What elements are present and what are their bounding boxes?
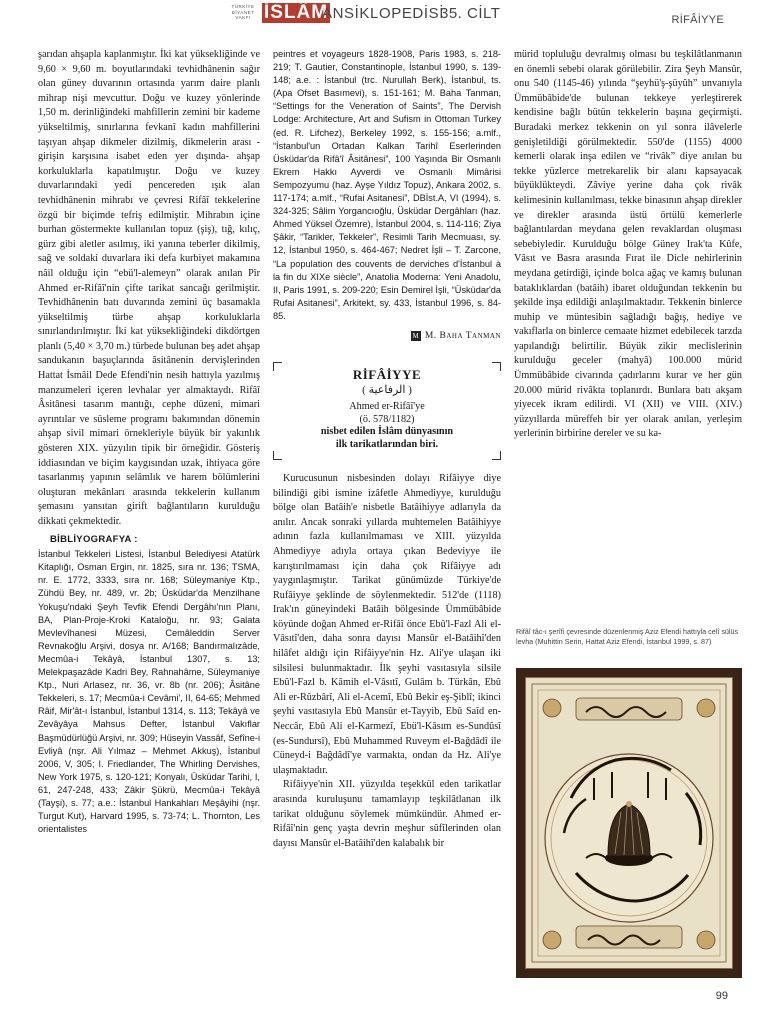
entry-definition: nisbet edilen İslâm dünyasının xyxy=(320,426,454,438)
bibliography-heading: BİBLİYOGRAFYA : xyxy=(50,533,138,545)
body-paragraph: Kurucusunun nisbesinden dolayı Rifâiyye diye bilindiği gibi ismine izâfetle Ahmediyye, kurulduğu bölge olan Batâih'e nisbetle Batâihiyye adlarıyla da anılır. Ancak sonraki yıllarda muhtemelen Batâihiyye adının fazla kullanılmaması ve XIII. yüzyılda Ahmediyye adıyla ortaya çıkan Bedeviyye ile karıştırılmaması için daha çok Rifâiyye adı yaygınlaşmıştır. Tarikat günümüzde Türkiye'de Rufâiyye şeklinde de söylenmektedir. 512'de (1118) Irak'ın güneyindeki Batâih bölgesinde Ümmübâbide köyünde doğan Ahmed er-Rifâî önce Ebû'l-Fazl Ali el-Vâsıtî'den, daha sonra dayısı Mansûr el-Batâihî'den hilâfet aldığı için Rifâiyye'nin Hz. Ali'ye ulaşan iki silsilesi bulunmaktadır. İlk şeyhi vasıtasıyla silsile Ebû'l-Fazl b. Kâmih el-Vâsıtî, Gulâm b. Türkân, Ebû Ali er-Rûzbârî, Ali el-Acemî, Ebû Bekir eş-Şiblî; ikinci şeyhi vasıtasıyla Ebû Mansûr et-Tayyib, Ebû Saîd en-Neccâr, Ebû Ali el-Karmezî, Ebü'l-Kâsım es-Sundûsî (es-Sundursî), Ebû Muhammed Ruveym el-Bağdâdî ile Cüneyd-i Bağdâdî'ye varmakta, ondan da Hz. Ali'ye ulaşmaktadır. xyxy=(273,472,501,776)
page-header xyxy=(0,0,768,34)
corner-mark xyxy=(492,451,501,460)
article-author xyxy=(273,329,501,344)
body-paragraph: şarıdan ahşapla kaplanmıştır. İki kat yüksekliğinde ve 9,60 × 9,60 m. boyutlarındaki tevhidhânenin sağır olan güney duvarının ortasında yarım daire planlı mihrap nişi mevcuttur. Doğu ve kuzey yönlerinde 1,50 m. derinliğindeki mahfillerin zemini bir kademe yükseltilmiş, sınırlarına fevkanî kadın mahfillerini taşıyan ahşap dikmeler dizilmiş, dikmelerin arası -girişin karşısına isabet eden yer dışında- ahşap korkuluklarla kapatılmıştır. Doğu ve kuzey duvarlarındaki yedi pencereden ışık alan tevhidhânenin mihrabı ve çevresi Rifâî tekkelerine özgü bir biçimde tefriş edilmiştir. Mihrabın içine burhan göstermekte kullanılan topuz (şiş), tığ, kılıç, gürz gibi aletler asılmış, iki yanına teberler dikilmiş, sağ ve soldaki duvarlara iki defa kurbiyet makamına nâil olduğu için “ebü'l-alemeyn” olarak anılan Pîr Ahmed er-Rifâî'nin çifte tarikat sancağı gerilmiştir. Tevhidhânenin batı duvarında zemini üç basamakla yükseltilmiş türbe ahşap korkuluklarla sınırlandırılmıştır. İki kat yüksekliğindeki dikdörtgen planlı (5,40 × 3,70 m.) türbede bulunan beş adet ahşap sandukanın başuçlarında âsitânenin dervişlerinden Hattat İsmâil Dede Efendi'nin nesih hattıyla yazılmış manzumeleri içeren levhalar yer almaktaydı. Rifâî Âsitânesi tasarım mantığı, cephe düzeni, mimari ayrıntılar ve süsleme programı bakımından dönemin ahşap sivil mimari örnekleriyle büyük bir yakınlık gösteren XIX. yüzyılın tipik bir örneğidir. Gösteriş iddiasından ve biçim kaygısından uzak, ihtiyaca göre tasarlanmış yapının selâmlık ve harem bölümlerini oluşturan mekânları arasında tekkelerin kullanım şemasını yansıtan girift bağlantıların kurulduğu dikkati çekmektedir. xyxy=(38,49,260,527)
logo-ansiklopedisi: ANSİKLOPEDİSİ xyxy=(322,5,445,22)
author-mark-icon: M xyxy=(412,331,420,340)
entry-header-box xyxy=(273,362,501,460)
entry-title: RİFÂİYYE xyxy=(352,366,422,382)
body-paragraph: mürid topluluğu devralmış olması bu teşkilâtlanmanın en önemli sebebi olarak görülebilir. Zira Şeyh Mansûr, onu 540 (1145-46) yılında “şeyhü'ş-şüyûh” unvanıyla Ümmübâbide'de bulunan tekkeye yerleştirerek kendisine bağlı bütün tekkelerin başına geçirmişti. Buradaki merkez tekkenin on yıl sonra ilâvelerle genişletildiği görülmektedir. 550'de (1155) 4000 kemerli olarak inşa edilen ve “rivâk” diye anılan bu tekke yüzlerce metrekarelik bir alanı kapsayacak büyüklükteydi. Zâviye yerine daha çok rivâk kelimesinin kullanılması, tekke binasının ahşap direkler ve direkler arasında üstü örtülü kemerlerle bağlantılardan meydana gelen revaklardan oluşması sebebiyledir. Kurulduğu bölge Güney Irak'ta Kûfe, Vâsıt ve Basra arasında Fırat ile Dicle nehirlerinin meydana getirdiği, içinde bolca ağaç ve kamış bulunan bataklıklardan (batâih) ibaret olduğundan tekkenin bu şekilde inşa edildiği anlaşılmaktadır. Tekkenin binlerce muhip ve müntesibin sağladığı bağış, hediye ve vakıflarla on binlerce cemaate hizmet edebilecek tarzda yapılandığı belirtilir. Büyük zikir meclislerinin kurulduğu geceler (mahyâ) 100.000 mürid Ümmübâbide civarında çadırlarını kurar ve her gün 20.000 mürid rivâkta toplanırdı. Bunlara batı akşam yiyecek ikram edilirdi. VI (XII) ve VIII. (XIV.) yüzyıllarda müreffeh bir yer olarak anılan, yerleşim yerlerinin birbirine dereler ve su ka- xyxy=(514,49,742,440)
running-head: RİFÂİYYE xyxy=(671,14,724,26)
author-name: M. Baha Tanman xyxy=(424,330,501,341)
corner-mark xyxy=(273,362,282,371)
entry-definition: ilk tarikatlarından biri. xyxy=(335,439,439,451)
calligraphy-plate-image xyxy=(516,668,742,978)
column-3 xyxy=(514,48,742,442)
bibliography-text: İstanbul Tekkeleri Listesi, İstanbul Belediyesi Atatürk Kitaplığı, Osman Ergin, nr. 1825, sıra nr. 136; TSMA, nr. E. 1772, 3333, sıra nr. 168; Süleymaniye Ktp., Zühdü Bey, nr. 489, vr. 2b; Üsküdar'da Menzilhane Yokuşu'ndaki Şeyh Tevfik Efendi Dergâhı'nın Planı, BA, Plan-Proje-Kroki Kataloğu, nr. 93; Galata Mevlevîhanesi Müzesi, Cemâleddin Server Revnakoğlu Arşivi, dosya nr. A/168; Bandırmalızâde, Mecmûa-i Tekâyâ, İstanbul 1307, s. 13; Melekpaşazâde Kadri Bey, Rahnahâme, Süleymaniye Ktp., Nuri Arlasez, nr. 36, vr. 8b (nr. 206); Âsitâne Tekkeleri, s. 17; Mecmûa-i Cevâmi', II, 64-65; Mehmed Râif, Mir'ât-ı İstanbul, İstanbul 1314, s. 113; Tekâyâ ve Zevâyâya Mahsus Defter, İstanbul Vakıflar Başmüdürlüğü Arşivi, nr. 309; Hüseyin Vassâf, Sefîne-i Evliyâ (nşr. Ali Yılmaz – Mehmet Akkuş), İstanbul 2006, V, 305; I. Friedlander, The Whirling Dervishes, New York 1975, s. 120-121; Konyalı, Üsküdar Tarihi, I, 61, 247-248, 433; Zâkir Şükrü, Mecmûa-i Tekâyâ (Tayşi), s. 77; a.e.: İstanbul Hankahları Meşâyihi (nşr. Turgut Kut), Harvard 1995, s. 73-74; L. Thornton, Les orientalistes xyxy=(38,549,260,835)
bibliography-continued: peintres et voyageurs 1828-1908, Paris 1983, s. 218-219; T. Gautier, Constantinople, İstanbul 1990, s. 139-148; a.e. : İstanbul (trc. Nurullah Berk), İstanbul, ts. (Apa Ofset Basımevi), s. 151-161; M. Baha Tanman, “Settings for the Veneration of Saints”, The Dervish Lodge: Architecture, Art and Sufism in Ottoman Turkey (ed. R. Lifchez), Berkeley 1992, s. 155-156; a.mlf., “İstanbul'un Ortadan Kalkan Tarihî Eserlerinden Üsküdar'da Rifâ'î Âsitânesi”, 100 Yaşında Bir Osmanlı Ekrem Hakkı Ayverdi ve Osmanlı Mimârisi Sempozyumu (haz. Ayşe Yıldız Topuz), Ankara 2002, s. 117-174; a.mlf., “Rufai Asitanesi”, DBİst.A, VI (1994), s. 324-325; Sâlim Yorgancıoğlu, Üsküdar Dergâhları (haz. Ahmed Yüksel Özemre), İstanbul 2004, s. 114-116; Ziya Şâkir, “Tarikler, Tekkeler”, Resimli Tarih Mecmuası, sy. 12, İstanbul 1950, s. 464-467; Nedret İşli – T. Zarcone, “La population des couvents de derviches d'İstanbul à la fin du XIXe siècle”, Anatolia Moderna: Yeni Anadolu, II, Paris 1991, s. 209-220; Esin Demirel İşli, “Üsküdar'da Rufai Asitanesi”, Arkitekt, sy. 433, İstanbul 1996, s. 84-85. xyxy=(273,49,501,321)
entry-subtitle: Ahmed er-Rifâî'ye xyxy=(349,400,425,412)
entry-arabic-title: ( الرفاعية ) xyxy=(362,384,412,397)
body-paragraph: Rifâiyye'nin XII. yüzyılda teşekkül eden tarikatlar arasında kuruluşunu tamamlayıp teşkilâtlanan ilk tarikat olduğunu söylemek mümkündür. Ahmed er-Rifâî'nin genç yaşta devrin meşhur sûfîlerinden olan dayısı Mansûr el-Batâihî'den kalabalık bir xyxy=(273,779,501,849)
logo-publisher: TÜRKİYE DİYANET VAKFI xyxy=(231,4,255,20)
volume-label: 35. CİLT xyxy=(440,5,501,22)
corner-mark xyxy=(492,362,501,371)
column-2 xyxy=(273,48,501,851)
page-number: 99 xyxy=(715,990,728,1002)
entry-dates: (ö. 578/1182) xyxy=(359,413,415,425)
logo-islam: İSLÂM xyxy=(264,2,329,23)
figure-caption: Rifâî tâc-ı şerîfi çevresinde düzenlenmiş Aziz Efendi hattıyla celî sülüs levha (Muhittin Serin, Hattat Aziz Efendi, İstanbul 1999, s. 87) xyxy=(516,627,739,646)
calligraphy-artwork xyxy=(516,668,742,978)
column-1 xyxy=(38,48,260,836)
corner-mark xyxy=(273,451,282,460)
